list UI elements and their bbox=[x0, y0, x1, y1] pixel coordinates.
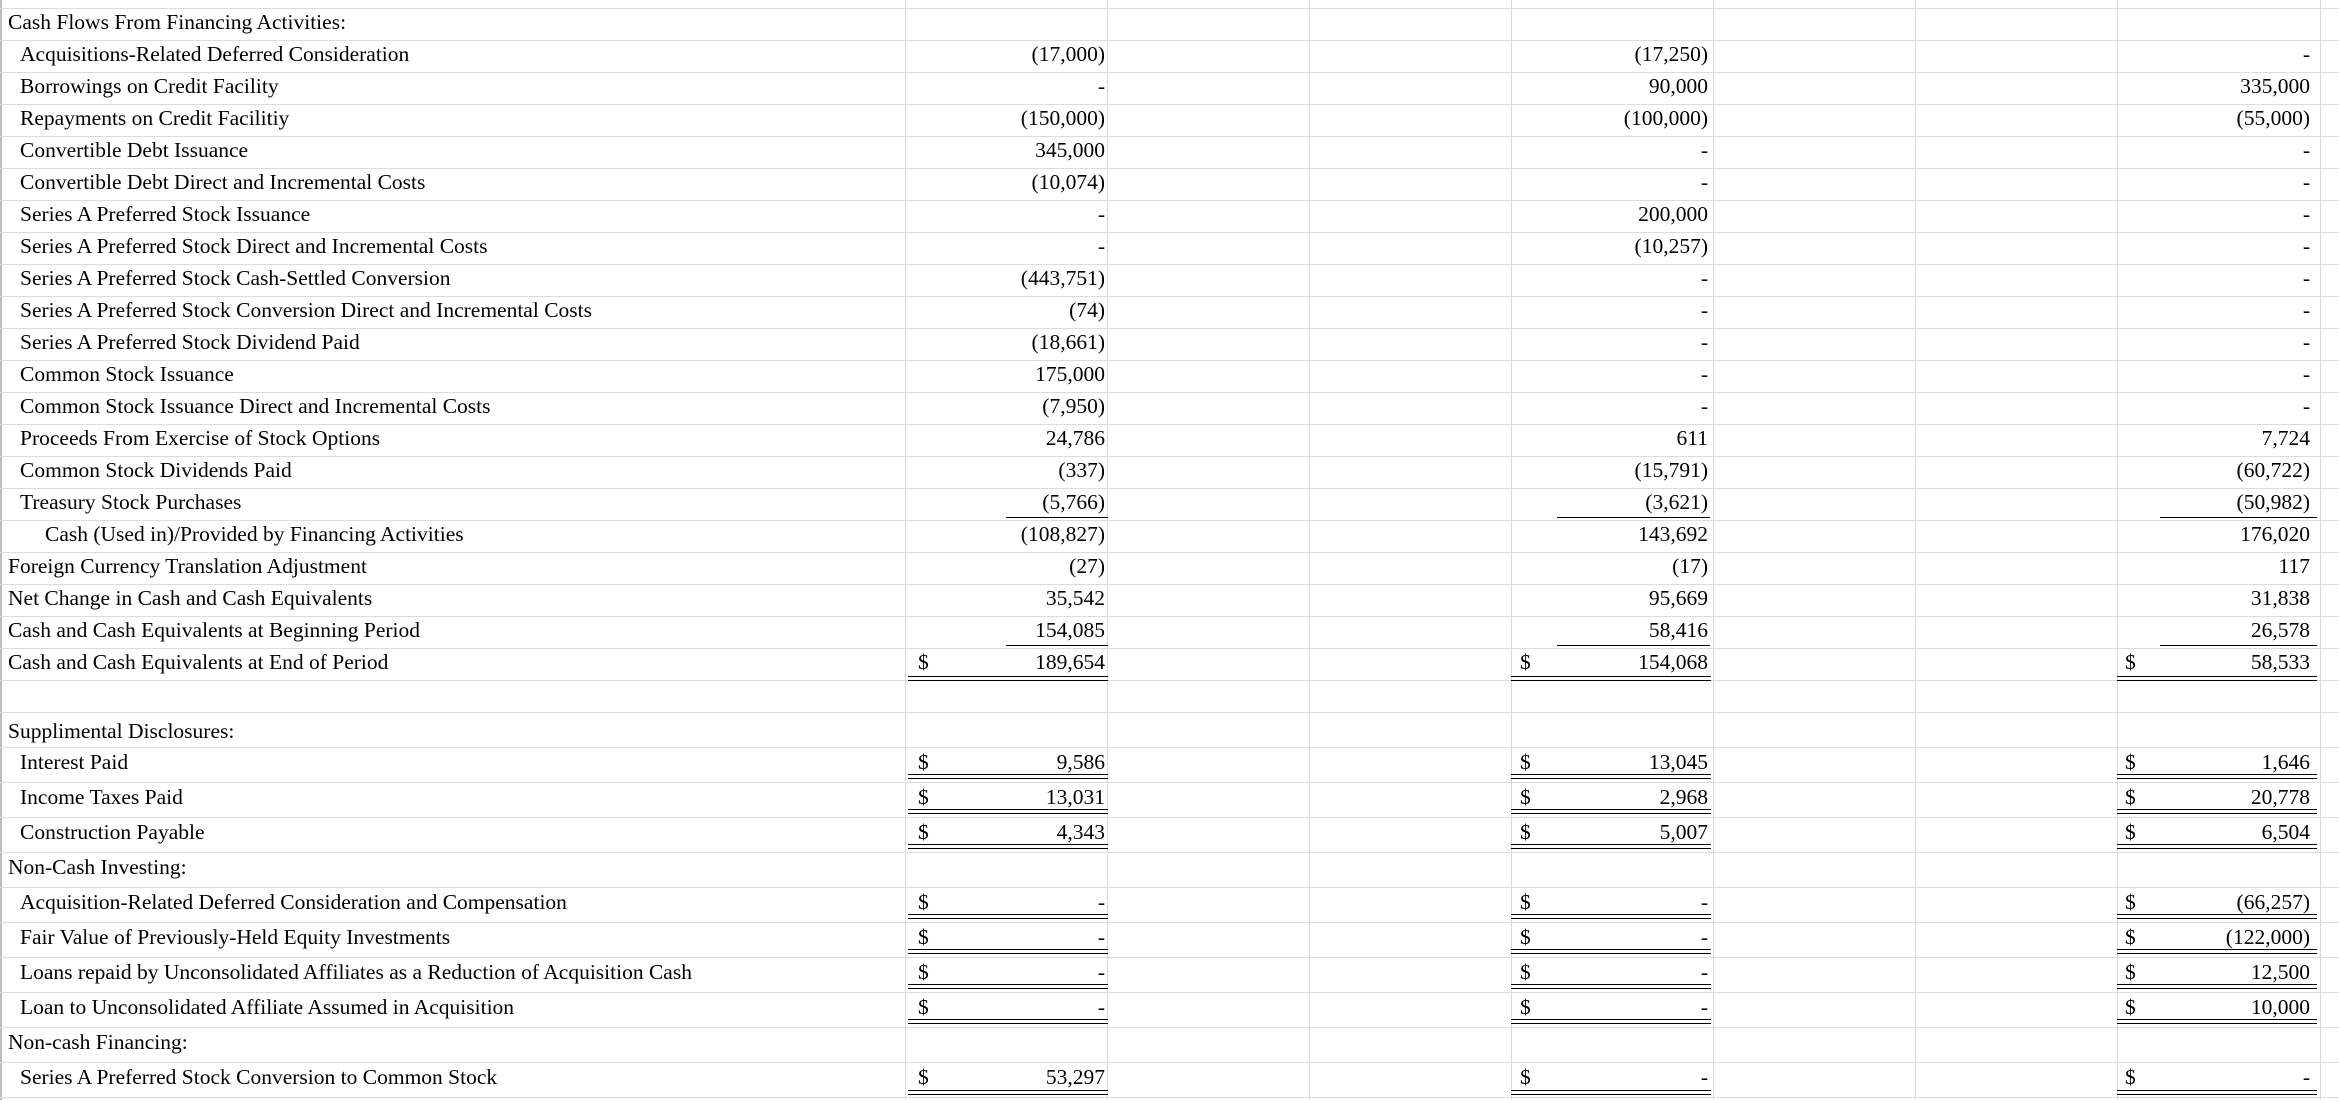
amount-cell: - bbox=[1097, 995, 1105, 1019]
row-label: Common Stock Dividends Paid bbox=[20, 458, 292, 482]
row-label: Common Stock Issuance bbox=[20, 362, 234, 386]
amount-cell: 175,000 bbox=[1035, 362, 1105, 386]
dollar-sign: $ bbox=[1520, 820, 1531, 844]
amount-cell: 58,533 bbox=[2250, 650, 2310, 674]
amount-cell: (55,000) bbox=[2236, 106, 2310, 130]
dollar-sign: $ bbox=[1520, 1065, 1531, 1089]
section-header: Non-cash Financing: bbox=[8, 1030, 188, 1054]
row-label: Series A Preferred Stock Issuance bbox=[20, 202, 311, 226]
subtotal-rule bbox=[1557, 517, 1710, 518]
amount-cell: 4,343 bbox=[1056, 820, 1105, 844]
row-label: Series A Preferred Stock Cash-Settled Conversion bbox=[20, 266, 451, 290]
column-divider bbox=[1309, 0, 1310, 1100]
amount-cell: 154,068 bbox=[1638, 650, 1708, 674]
row-label: Net Change in Cash and Cash Equivalents bbox=[8, 586, 373, 610]
total-double-rule bbox=[1511, 984, 1711, 989]
row-gridline bbox=[0, 72, 2339, 73]
row-gridline bbox=[0, 8, 2339, 9]
row-gridline bbox=[0, 922, 2339, 923]
row-gridline bbox=[0, 1097, 2339, 1098]
dollar-sign: $ bbox=[1520, 960, 1531, 984]
row-gridline bbox=[0, 852, 2339, 853]
dollar-sign: $ bbox=[2125, 890, 2136, 914]
amount-cell: - bbox=[2302, 170, 2310, 194]
row-gridline bbox=[0, 200, 2339, 201]
total-double-rule bbox=[1511, 809, 1711, 814]
row-gridline bbox=[0, 648, 2339, 649]
total-double-rule bbox=[1511, 774, 1711, 779]
amount-cell: (150,000) bbox=[1020, 106, 1105, 130]
amount-cell: - bbox=[2302, 42, 2310, 66]
amount-cell: (15,791) bbox=[1634, 458, 1708, 482]
amount-cell: (10,074) bbox=[1031, 170, 1105, 194]
amount-cell: 143,692 bbox=[1638, 522, 1708, 546]
row-gridline bbox=[0, 887, 2339, 888]
dollar-sign: $ bbox=[918, 750, 929, 774]
total-double-rule bbox=[908, 774, 1108, 779]
amount-cell: - bbox=[2302, 138, 2310, 162]
row-gridline bbox=[0, 1062, 2339, 1063]
amount-cell: (27) bbox=[1069, 554, 1105, 578]
row-gridline bbox=[0, 782, 2339, 783]
amount-cell: (7,950) bbox=[1042, 394, 1105, 418]
amount-cell: 611 bbox=[1676, 426, 1708, 450]
total-double-rule bbox=[2117, 844, 2317, 849]
amount-cell: 58,416 bbox=[1648, 618, 1708, 642]
subtotal-rule bbox=[2160, 645, 2317, 646]
amount-cell: - bbox=[1700, 170, 1708, 194]
total-double-rule bbox=[1511, 1019, 1711, 1024]
total-double-rule bbox=[908, 984, 1108, 989]
total-double-rule bbox=[2117, 676, 2317, 681]
amount-cell: (5,766) bbox=[1042, 490, 1105, 514]
row-label: Interest Paid bbox=[20, 750, 129, 774]
amount-cell: 90,000 bbox=[1648, 74, 1708, 98]
row-label: Treasury Stock Purchases bbox=[20, 490, 242, 514]
amount-cell: (122,000) bbox=[2225, 925, 2310, 949]
amount-cell: 335,000 bbox=[2240, 74, 2310, 98]
amount-cell: 6,504 bbox=[2261, 820, 2310, 844]
dollar-sign: $ bbox=[2125, 750, 2136, 774]
amount-cell: (17) bbox=[1672, 554, 1708, 578]
row-label: Borrowings on Credit Facility bbox=[20, 74, 279, 98]
row-label: Common Stock Issuance Direct and Incremental Costs bbox=[20, 394, 491, 418]
amount-cell: 35,542 bbox=[1045, 586, 1105, 610]
row-gridline bbox=[0, 392, 2339, 393]
amount-cell: - bbox=[1700, 1065, 1708, 1089]
row-gridline bbox=[0, 328, 2339, 329]
total-double-rule bbox=[908, 1019, 1108, 1024]
total-double-rule bbox=[908, 676, 1108, 681]
amount-cell: - bbox=[1097, 202, 1105, 226]
dollar-sign: $ bbox=[1520, 785, 1531, 809]
amount-cell: (17,250) bbox=[1634, 42, 1708, 66]
row-label: Loan to Unconsolidated Affiliate Assumed in Acquisition bbox=[20, 995, 515, 1019]
row-gridline bbox=[0, 264, 2339, 265]
amount-cell: - bbox=[1700, 138, 1708, 162]
row-gridline bbox=[0, 520, 2339, 521]
dollar-sign: $ bbox=[918, 1065, 929, 1089]
row-gridline bbox=[0, 296, 2339, 297]
dollar-sign: $ bbox=[918, 925, 929, 949]
row-label: Cash and Cash Equivalents at Beginning Period bbox=[8, 618, 421, 642]
total-double-rule bbox=[1511, 949, 1711, 954]
amount-cell: (443,751) bbox=[1020, 266, 1105, 290]
row-label: Series A Preferred Stock Conversion Direct and Incremental Costs bbox=[20, 298, 592, 322]
dollar-sign: $ bbox=[918, 890, 929, 914]
amount-cell: (60,722) bbox=[2236, 458, 2310, 482]
dollar-sign: $ bbox=[1520, 650, 1531, 674]
row-gridline bbox=[0, 168, 2339, 169]
total-double-rule bbox=[1511, 914, 1711, 919]
column-divider bbox=[1915, 0, 1916, 1100]
column-divider bbox=[1107, 0, 1108, 1100]
total-double-rule bbox=[908, 809, 1108, 814]
amount-cell: 345,000 bbox=[1035, 138, 1105, 162]
row-label: Cash and Cash Equivalents at End of Period bbox=[8, 650, 389, 674]
amount-cell: - bbox=[2302, 1065, 2310, 1089]
amount-cell: - bbox=[2302, 202, 2310, 226]
total-double-rule bbox=[2117, 774, 2317, 779]
amount-cell: (337) bbox=[1058, 458, 1105, 482]
row-gridline bbox=[0, 488, 2339, 489]
subtotal-rule bbox=[2160, 517, 2317, 518]
amount-cell: (10,257) bbox=[1634, 234, 1708, 258]
subtotal-rule bbox=[1006, 645, 1108, 646]
dollar-sign: $ bbox=[918, 785, 929, 809]
dollar-sign: $ bbox=[2125, 785, 2136, 809]
dollar-sign: $ bbox=[2125, 1065, 2136, 1089]
row-gridline bbox=[0, 104, 2339, 105]
row-gridline bbox=[0, 747, 2339, 748]
amount-cell: (50,982) bbox=[2236, 490, 2310, 514]
amount-cell: 200,000 bbox=[1638, 202, 1708, 226]
total-double-rule bbox=[2117, 914, 2317, 919]
amount-cell: (74) bbox=[1069, 298, 1105, 322]
row-label: Foreign Currency Translation Adjustment bbox=[8, 554, 367, 578]
amount-cell: - bbox=[1700, 960, 1708, 984]
amount-cell: 2,968 bbox=[1659, 785, 1708, 809]
total-double-rule bbox=[2117, 809, 2317, 814]
amount-cell: 154,085 bbox=[1035, 618, 1105, 642]
total-double-rule bbox=[1511, 844, 1711, 849]
row-gridline bbox=[0, 817, 2339, 818]
amount-cell: 7,724 bbox=[2261, 426, 2310, 450]
row-gridline bbox=[0, 1027, 2339, 1028]
row-label: Fair Value of Previously-Held Equity Investments bbox=[20, 925, 451, 949]
amount-cell: - bbox=[2302, 234, 2310, 258]
dollar-sign: $ bbox=[918, 650, 929, 674]
dollar-sign: $ bbox=[1520, 750, 1531, 774]
amount-cell: (17,000) bbox=[1031, 42, 1105, 66]
amount-cell: - bbox=[1700, 362, 1708, 386]
row-gridline bbox=[0, 712, 2339, 713]
section-header: Supplimental Disclosures: bbox=[8, 719, 235, 743]
row-gridline bbox=[0, 456, 2339, 457]
amount-cell: 53,297 bbox=[1045, 1065, 1105, 1089]
amount-cell: 9,586 bbox=[1056, 750, 1105, 774]
total-double-rule bbox=[908, 914, 1108, 919]
amount-cell: 13,031 bbox=[1045, 785, 1105, 809]
amount-cell: - bbox=[1097, 960, 1105, 984]
amount-cell: 176,020 bbox=[2240, 522, 2310, 546]
amount-cell: (66,257) bbox=[2236, 890, 2310, 914]
row-gridline bbox=[0, 957, 2339, 958]
amount-cell: (3,621) bbox=[1645, 490, 1708, 514]
total-double-rule bbox=[908, 949, 1108, 954]
dollar-sign: $ bbox=[918, 995, 929, 1019]
row-label: Loans repaid by Unconsolidated Affiliates as a Reduction of Acquisition Cash bbox=[20, 960, 692, 984]
row-label: Cash (Used in)/Provided by Financing Activities bbox=[45, 522, 464, 546]
amount-cell: - bbox=[1700, 266, 1708, 290]
row-label: Series A Preferred Stock Dividend Paid bbox=[20, 330, 360, 354]
amount-cell: - bbox=[2302, 330, 2310, 354]
amount-cell: - bbox=[2302, 394, 2310, 418]
total-double-rule bbox=[908, 844, 1108, 849]
amount-cell: 10,000 bbox=[2250, 995, 2310, 1019]
dollar-sign: $ bbox=[918, 820, 929, 844]
amount-cell: (100,000) bbox=[1623, 106, 1708, 130]
amount-cell: - bbox=[2302, 266, 2310, 290]
amount-cell: 31,838 bbox=[2250, 586, 2310, 610]
amount-cell: - bbox=[1700, 925, 1708, 949]
amount-cell: - bbox=[1700, 394, 1708, 418]
amount-cell: 189,654 bbox=[1035, 650, 1105, 674]
dollar-sign: $ bbox=[1520, 925, 1531, 949]
row-gridline bbox=[0, 360, 2339, 361]
amount-cell: - bbox=[1097, 890, 1105, 914]
row-gridline bbox=[0, 424, 2339, 425]
dollar-sign: $ bbox=[1520, 890, 1531, 914]
row-label: Acquisitions-Related Deferred Consideration bbox=[20, 42, 410, 66]
dollar-sign: $ bbox=[2125, 925, 2136, 949]
total-double-rule bbox=[2117, 1019, 2317, 1024]
amount-cell: - bbox=[1700, 890, 1708, 914]
amount-cell: - bbox=[2302, 362, 2310, 386]
amount-cell: - bbox=[1097, 925, 1105, 949]
dollar-sign: $ bbox=[2125, 650, 2136, 674]
amount-cell: 1,646 bbox=[2261, 750, 2310, 774]
total-double-rule bbox=[2117, 984, 2317, 989]
subtotal-rule bbox=[1557, 645, 1710, 646]
row-gridline bbox=[0, 992, 2339, 993]
total-double-rule bbox=[1511, 676, 1711, 681]
row-label: Proceeds From Exercise of Stock Options bbox=[20, 426, 381, 450]
amount-cell: - bbox=[1700, 298, 1708, 322]
row-label: Construction Payable bbox=[20, 820, 205, 844]
dollar-sign: $ bbox=[918, 960, 929, 984]
amount-cell: 20,778 bbox=[2250, 785, 2310, 809]
amount-cell: 12,500 bbox=[2250, 960, 2310, 984]
total-double-rule bbox=[1511, 1090, 1711, 1095]
amount-cell: - bbox=[1097, 74, 1105, 98]
row-gridline bbox=[0, 616, 2339, 617]
amount-cell: 95,669 bbox=[1648, 586, 1708, 610]
dollar-sign: $ bbox=[2125, 995, 2136, 1019]
column-divider bbox=[1713, 0, 1714, 1100]
amount-cell: 24,786 bbox=[1045, 426, 1105, 450]
row-gridline bbox=[0, 232, 2339, 233]
row-gridline bbox=[0, 136, 2339, 137]
row-label: Repayments on Credit Facilitiy bbox=[20, 106, 290, 130]
section-header: Cash Flows From Financing Activities: bbox=[8, 10, 347, 34]
dollar-sign: $ bbox=[1520, 995, 1531, 1019]
row-label: Acquisition-Related Deferred Consideration and Compensation bbox=[20, 890, 567, 914]
financing-header-row bbox=[0, 12, 2339, 44]
row-label: Series A Preferred Stock Conversion to Common Stock bbox=[20, 1065, 498, 1089]
dollar-sign: $ bbox=[2125, 820, 2136, 844]
total-double-rule bbox=[2117, 1090, 2317, 1095]
section-header: Non-Cash Investing: bbox=[8, 855, 187, 879]
amount-cell: (108,827) bbox=[1020, 522, 1105, 546]
column-divider bbox=[2320, 0, 2321, 1100]
row-label: Series A Preferred Stock Direct and Incremental Costs bbox=[20, 234, 488, 258]
amount-cell: 117 bbox=[2278, 554, 2310, 578]
amount-cell: 26,578 bbox=[2250, 618, 2310, 642]
row-gridline bbox=[0, 552, 2339, 553]
total-double-rule bbox=[908, 1090, 1108, 1095]
amount-cell: - bbox=[1097, 234, 1105, 258]
amount-cell: 13,045 bbox=[1648, 750, 1708, 774]
amount-cell: 5,007 bbox=[1659, 820, 1708, 844]
amount-cell: - bbox=[1700, 995, 1708, 1019]
row-label: Convertible Debt Issuance bbox=[20, 138, 249, 162]
total-double-rule bbox=[2117, 949, 2317, 954]
row-label: Convertible Debt Direct and Incremental Costs bbox=[20, 170, 426, 194]
row-gridline bbox=[0, 584, 2339, 585]
sheet-left-edge bbox=[0, 0, 2, 1100]
row-label: Income Taxes Paid bbox=[20, 785, 183, 809]
subtotal-rule bbox=[1006, 517, 1108, 518]
amount-cell: - bbox=[1700, 330, 1708, 354]
amount-cell: (18,661) bbox=[1031, 330, 1105, 354]
amount-cell: - bbox=[2302, 298, 2310, 322]
dollar-sign: $ bbox=[2125, 960, 2136, 984]
row-gridline bbox=[0, 680, 2339, 681]
